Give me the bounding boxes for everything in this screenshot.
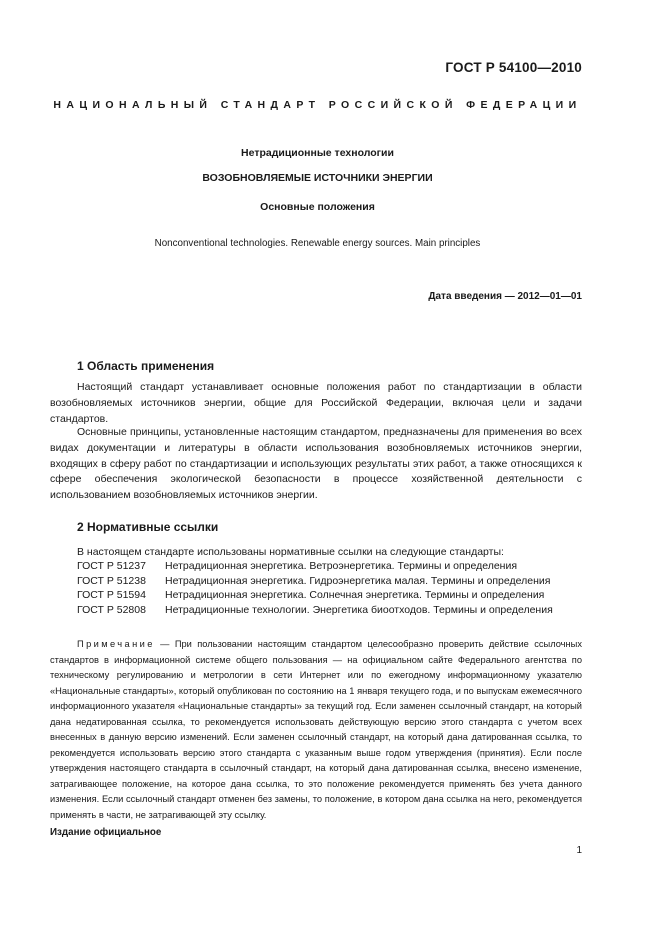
title-line-3: Основные положения [260,201,375,213]
introduction-date: Дата введения — 2012—01—01 [428,291,582,302]
references-note [50,637,582,823]
reference-item: ГОСТ Р 51594 Нетрадиционная энергетика. Солнечная энергетика. Термины и определения [77,589,545,602]
title-line-1: Нетрадиционные технологии [241,147,394,159]
reference-item: ГОСТ Р 51237 Нетрадиционная энергетика. Ветроэнергетика. Термины и определения [77,560,518,573]
normative-references-list [77,545,582,617]
section-2-heading: 2 Нормативные ссылки [77,520,219,534]
note-text: — При пользовании настоящим стандартом целесообразно проверить действие ссылочных стандартов в информационной системе общего пользования — на официальном сайте Федерального агентства по техническому регулированию и метрологии в сети Интернет или по ежегодному информационному указателю «Национальные стандарты», который опубликован по состоянию на 1 января текущего года, и по выпускам ежемесячного информационного указателя «Национальные стандарты» за текущий год. Если заменен ссылочный стандарт, на который дана недатированная ссылка, то рекомендуется использовать действующую версию этого стандарта с учетом всех внесенных в данную версию изменений. Если заменен ссылочный стандарт, на который дана датированная ссылка, то рекомендуется использовать версию этого стандарта с указанным выше годом утверждения (принятия). Если после утверждения настоящего стандарта в ссылочный стандарт, на который дана датированная ссылка, внесено изменение, затрагивающее положение, на которое дана ссылка, то это положение рекомендуется применять без учета данного изменения. Если ссылочный стандарт отменен без замены, то положение, в котором дана ссылка на него, рекомендуется применять в части, не затрагивающей эту ссылку. [50,639,582,820]
note-label: Примечание [77,639,155,649]
section-1-heading: 1 Область применения [77,359,215,373]
page-number: 1 [576,845,582,856]
title-line-2: ВОЗОБНОВЛЯЕМЫЕ ИСТОЧНИКИ ЭНЕРГИИ [202,172,433,184]
section-1-paragraph-1: Настоящий стандарт устанавливает основные положения работ по стандартизации в области возобновляемых источников энергии, общие для Российской Федерации, включая цели и задачи стандартов. [50,381,582,425]
standard-number: ГОСТ Р 54100—2010 [445,60,582,75]
national-standard-banner: НАЦИОНАЛЬНЫЙ СТАНДАРТ РОССИЙСКОЙ ФЕДЕРАЦИИ [53,99,582,111]
section-1-paragraph-2: Основные принципы, установленные настоящим стандартом, предназначены для применения во всех видах документации и литературы в области использования возобновляемых источников энергии, входящих в сферу работ по стандартизации и использующих результаты этих работ, а также относящихся к сфере обеспечения экологической безопасности в процессе хозяйственной деятельности с использованием возобновляемых источников энергии. [50,426,582,502]
reference-item: ГОСТ Р 51238 Нетрадиционная энергетика. Гидроэнергетика малая. Термины и определения [77,574,551,587]
official-edition-label: Издание официальное [50,827,162,838]
reference-item: ГОСТ Р 52808 Нетрадиционные технологии. Энергетика биоотходов. Термины и определения [77,603,553,616]
title-english: Nonconventional technologies. Renewable energy sources. Main principles [154,238,481,249]
references-intro: В настоящем стандарте использованы нормативные ссылки на следующие стандарты: [77,546,504,558]
